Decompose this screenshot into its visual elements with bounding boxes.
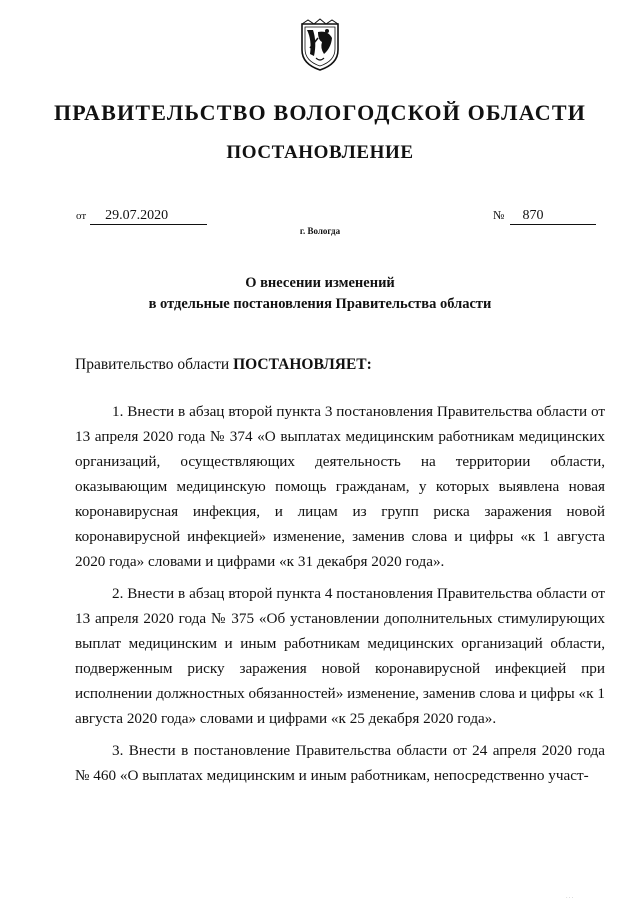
date-field — [76, 207, 207, 225]
subject-line-1: О внесении изменений — [245, 275, 395, 291]
date-value: 29.07.2020 — [90, 208, 207, 225]
document-type-title: ПОСТАНОВЛЕНИЕ — [226, 142, 414, 163]
organization-title: ПРАВИТЕЛЬСТВО ВОЛОГОДСКОЙ ОБЛАСТИ — [53, 100, 587, 125]
number-field — [493, 207, 596, 225]
preamble-emphasis: ПОСТАНОВЛЯЕТ: — [233, 356, 372, 373]
document-subject — [0, 273, 640, 315]
preamble — [75, 356, 372, 374]
document-body — [75, 399, 605, 795]
paragraph-1: 1. Внести в абзац второй пункта 3 постановления Правительства области от 13 апреля 2020 года № 374 «О выплатах медицинским работникам медицинских организаций, осуществляющих деятельность на территории области, оказывающим медицинскую помощь гражданам, у которых выявлена новая коронавирусная инфекция, и лицам из групп риска заражения новой коронавирусной инфекцией» изменение, заменив слова и цифры «к 1 августа 2020 года» словами и цифрами «к 31 декабря 2020 года». — [75, 403, 605, 570]
paragraph-3: 3. Внести в постановление Правительства области от 24 апреля 2020 года № 460 «О выплатах медицинским и иным работникам, непосредственно участ- — [75, 742, 605, 784]
coat-of-arms-icon — [298, 18, 342, 72]
number-value: 870 — [510, 208, 596, 225]
preamble-text: Правительство области — [75, 356, 234, 373]
subject-line-2: в отдельные постановления Правительства области — [148, 296, 492, 312]
page-footer-mark: · · · — [566, 896, 574, 901]
number-prefix: № — [493, 208, 505, 222]
paragraph-2: 2. Внести в абзац второй пункта 4 постановления Правительства области от 13 апреля 2020 года № 375 «Об установлении дополнительных стимулирующих выплат медицинским и иным работникам медицинских организаций области, подверженным риску заражения новой коронавирусной инфекцией при исполнении должностных обязанностей» изменение, заменив слова и цифры «к 1 августа 2020 года» словами и цифрами «к 25 декабря 2020 года». — [75, 585, 605, 727]
date-prefix: от — [76, 210, 87, 222]
city-label: г. Вологда — [299, 226, 341, 236]
